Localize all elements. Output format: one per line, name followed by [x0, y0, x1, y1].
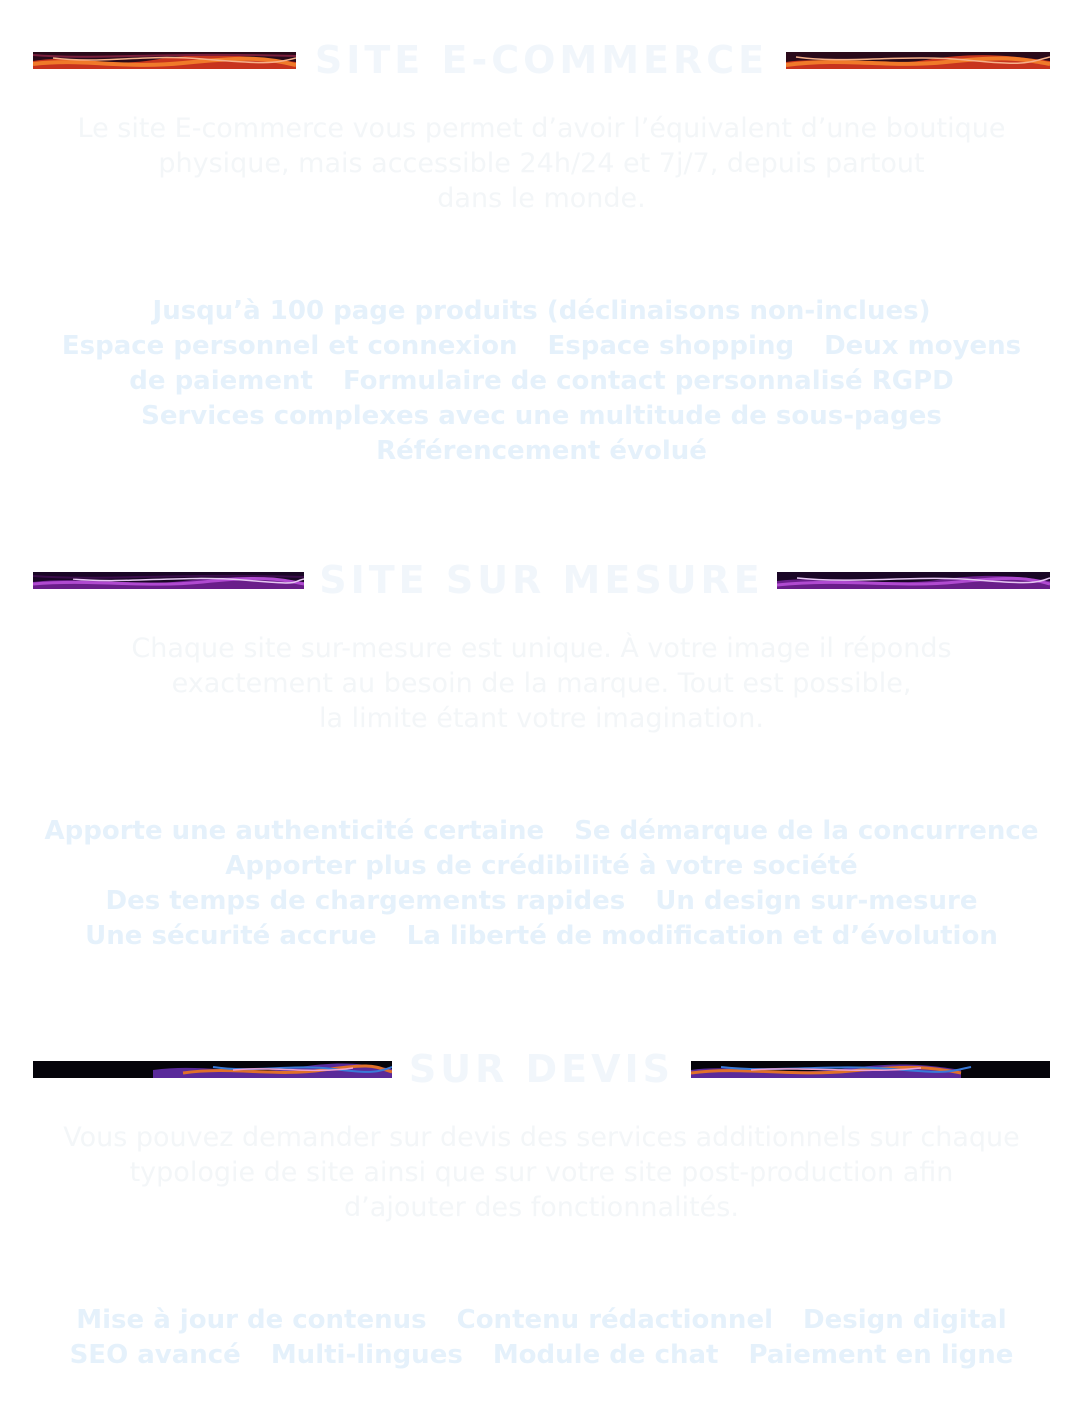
feature-item: SEO avancé [69, 1340, 241, 1370]
section-header [0, 560, 1083, 600]
feature-item: Se démarque de la concurrence [574, 816, 1039, 846]
feature-item: Mise à jour de contenus [76, 1305, 427, 1335]
section-header [0, 40, 1083, 80]
feature-item: Une sécurité accrue [85, 921, 377, 951]
feature-row [20, 399, 1063, 434]
description-line: la limite étant votre imagination. [319, 703, 764, 734]
section-title: SUR DEVIS [408, 1047, 675, 1091]
feature-row [20, 329, 1063, 364]
section-description [20, 111, 1063, 216]
description-line: Chaque site sur-mesure est unique. À votre image il réponds [131, 633, 952, 664]
feature-item: Module de chat [492, 1340, 719, 1370]
feature-list [20, 814, 1063, 954]
section-header [0, 1049, 1083, 1089]
feature-item: Jusqu’à 100 page produits (déclinaisons non-inclues) [152, 296, 931, 326]
description-line: Le site E-commerce vous permet d’avoir l’équivalent d’une boutique [77, 113, 1006, 144]
feature-item: Design digital [803, 1305, 1007, 1335]
feature-item: Espace personnel et connexion [61, 331, 518, 361]
feature-row [20, 1338, 1063, 1373]
description-line: typologie de site ainsi que sur votre site post-production afin [129, 1157, 954, 1188]
feature-list [20, 1303, 1063, 1373]
feature-row [20, 849, 1063, 884]
section-title: SITE E-COMMERCE [314, 38, 769, 82]
feature-item: Référencement évolué [376, 436, 707, 466]
feature-row [20, 434, 1063, 469]
feature-row [20, 814, 1063, 849]
description-line: dans le monde. [437, 183, 646, 214]
feature-item: Paiement en ligne [748, 1340, 1014, 1370]
feature-item: Des temps de chargements rapides [105, 886, 626, 916]
feature-item: Apporte une authenticité certaine [44, 816, 545, 846]
feature-row [20, 1303, 1063, 1338]
feature-item: Contenu rédactionnel [456, 1305, 773, 1335]
feature-item: Services complexes avec une multitude de sous-pages [141, 401, 942, 431]
feature-row [20, 294, 1063, 329]
section-description [20, 631, 1063, 736]
feature-row [20, 884, 1063, 919]
section-title: SITE SUR MESURE [319, 558, 764, 602]
feature-row [20, 364, 1063, 399]
feature-item: Apporter plus de crédibilité à votre société [225, 851, 858, 881]
section-description [20, 1120, 1063, 1225]
feature-item: Formulaire de contact personnalisé RGPD [342, 366, 954, 396]
feature-item: Multi-lingues [270, 1340, 463, 1370]
feature-item: Deux moyens [824, 331, 1022, 361]
description-line: d’ajouter des fonctionnalités. [344, 1192, 739, 1223]
feature-list [20, 294, 1063, 469]
feature-row [20, 919, 1063, 954]
feature-item: Un design sur-mesure [655, 886, 978, 916]
description-line: exactement au besoin de la marque. Tout est possible, [171, 668, 912, 699]
description-line: physique, mais accessible 24h/24 et 7j/7, depuis partout [158, 148, 925, 179]
feature-item: Espace shopping [547, 331, 795, 361]
feature-item: La liberté de modification et d’évolution [406, 921, 998, 951]
feature-item: de paiement [129, 366, 313, 396]
description-line: Vous pouvez demander sur devis des services additionnels sur chaque [63, 1122, 1020, 1153]
